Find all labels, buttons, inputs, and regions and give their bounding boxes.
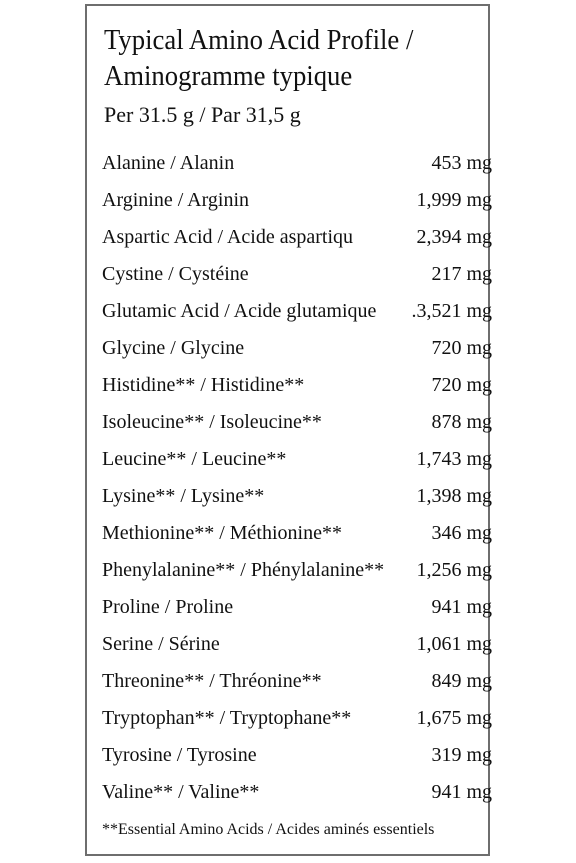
amino-acid-name: Phenylalanine** / Phénylalanine** xyxy=(102,559,385,581)
table-row xyxy=(87,664,492,701)
amino-acid-amount: 720 mg xyxy=(431,337,492,359)
title-line-2: Aminogramme typique xyxy=(104,60,353,92)
amino-acid-name: Threonine** / Thréonine** xyxy=(102,670,322,692)
title-line-1: Typical Amino Acid Profile / xyxy=(104,24,414,56)
amino-acid-rows xyxy=(87,146,492,812)
amino-acid-amount: 217 mg xyxy=(431,263,492,285)
amino-acid-amount: 346 mg xyxy=(431,522,492,544)
amino-acid-name: Serine / Sérine xyxy=(102,633,220,655)
amino-acid-name: Alanine / Alanin xyxy=(102,152,235,174)
table-row xyxy=(87,590,492,627)
table-row xyxy=(87,553,492,590)
table-row xyxy=(87,627,492,664)
table-row xyxy=(87,701,492,738)
amino-acid-amount: 941 mg xyxy=(431,596,492,618)
table-row xyxy=(87,368,492,405)
amino-acid-name: Valine** / Valine** xyxy=(102,781,260,803)
amino-acid-amount: 1,256 mg xyxy=(416,559,492,581)
amino-acid-name: Aspartic Acid / Acide aspartiqu xyxy=(102,226,354,248)
table-row xyxy=(87,775,492,812)
amino-acid-amount: 1,398 mg xyxy=(416,485,492,507)
amino-acid-name: Leucine** / Leucine** xyxy=(102,448,287,470)
amino-acid-amount: .3,521 mg xyxy=(411,300,492,322)
table-row xyxy=(87,738,492,775)
amino-acid-amount: 1,999 mg xyxy=(416,189,492,211)
amino-acid-amount: 1,743 mg xyxy=(416,448,492,470)
amino-acid-name: Proline / Proline xyxy=(102,596,234,618)
amino-acid-name: Cystine / Cystéine xyxy=(102,263,249,285)
table-row xyxy=(87,479,492,516)
table-row xyxy=(87,331,492,368)
amino-acid-amount: 319 mg xyxy=(431,744,492,766)
amino-acid-amount: 2,394 mg xyxy=(416,226,492,248)
amino-acid-table xyxy=(85,4,490,856)
footnote: **Essential Amino Acids / Acides aminés essentiels xyxy=(102,821,435,838)
table-row xyxy=(87,183,492,220)
amino-acid-name: Tryptophan** / Tryptophane** xyxy=(102,707,352,729)
amino-acid-amount: 1,675 mg xyxy=(416,707,492,729)
table-row xyxy=(87,220,492,257)
amino-acid-name: Methionine** / Méthionine** xyxy=(102,522,342,544)
table-title xyxy=(104,22,413,94)
table-row xyxy=(87,442,492,479)
amino-acid-name: Arginine / Arginin xyxy=(102,189,250,211)
amino-acid-name: Isoleucine** / Isoleucine** xyxy=(102,411,322,433)
amino-acid-amount: 1,061 mg xyxy=(416,633,492,655)
table-row xyxy=(87,257,492,294)
table-row xyxy=(87,294,492,331)
amino-acid-name: Tyrosine / Tyrosine xyxy=(102,744,257,766)
amino-acid-name: Glycine / Glycine xyxy=(102,337,245,359)
serving-size: Per 31.5 g / Par 31,5 g xyxy=(104,102,301,127)
amino-acid-name: Lysine** / Lysine** xyxy=(102,485,265,507)
amino-acid-amount: 941 mg xyxy=(431,781,492,803)
table-row xyxy=(87,146,492,183)
table-row xyxy=(87,405,492,442)
amino-acid-name: Histidine** / Histidine** xyxy=(102,374,305,396)
amino-acid-amount: 849 mg xyxy=(431,670,492,692)
table-row xyxy=(87,516,492,553)
amino-acid-amount: 720 mg xyxy=(431,374,492,396)
amino-acid-amount: 453 mg xyxy=(431,152,492,174)
amino-acid-name: Glutamic Acid / Acide glutamique xyxy=(102,300,377,322)
amino-acid-amount: 878 mg xyxy=(431,411,492,433)
